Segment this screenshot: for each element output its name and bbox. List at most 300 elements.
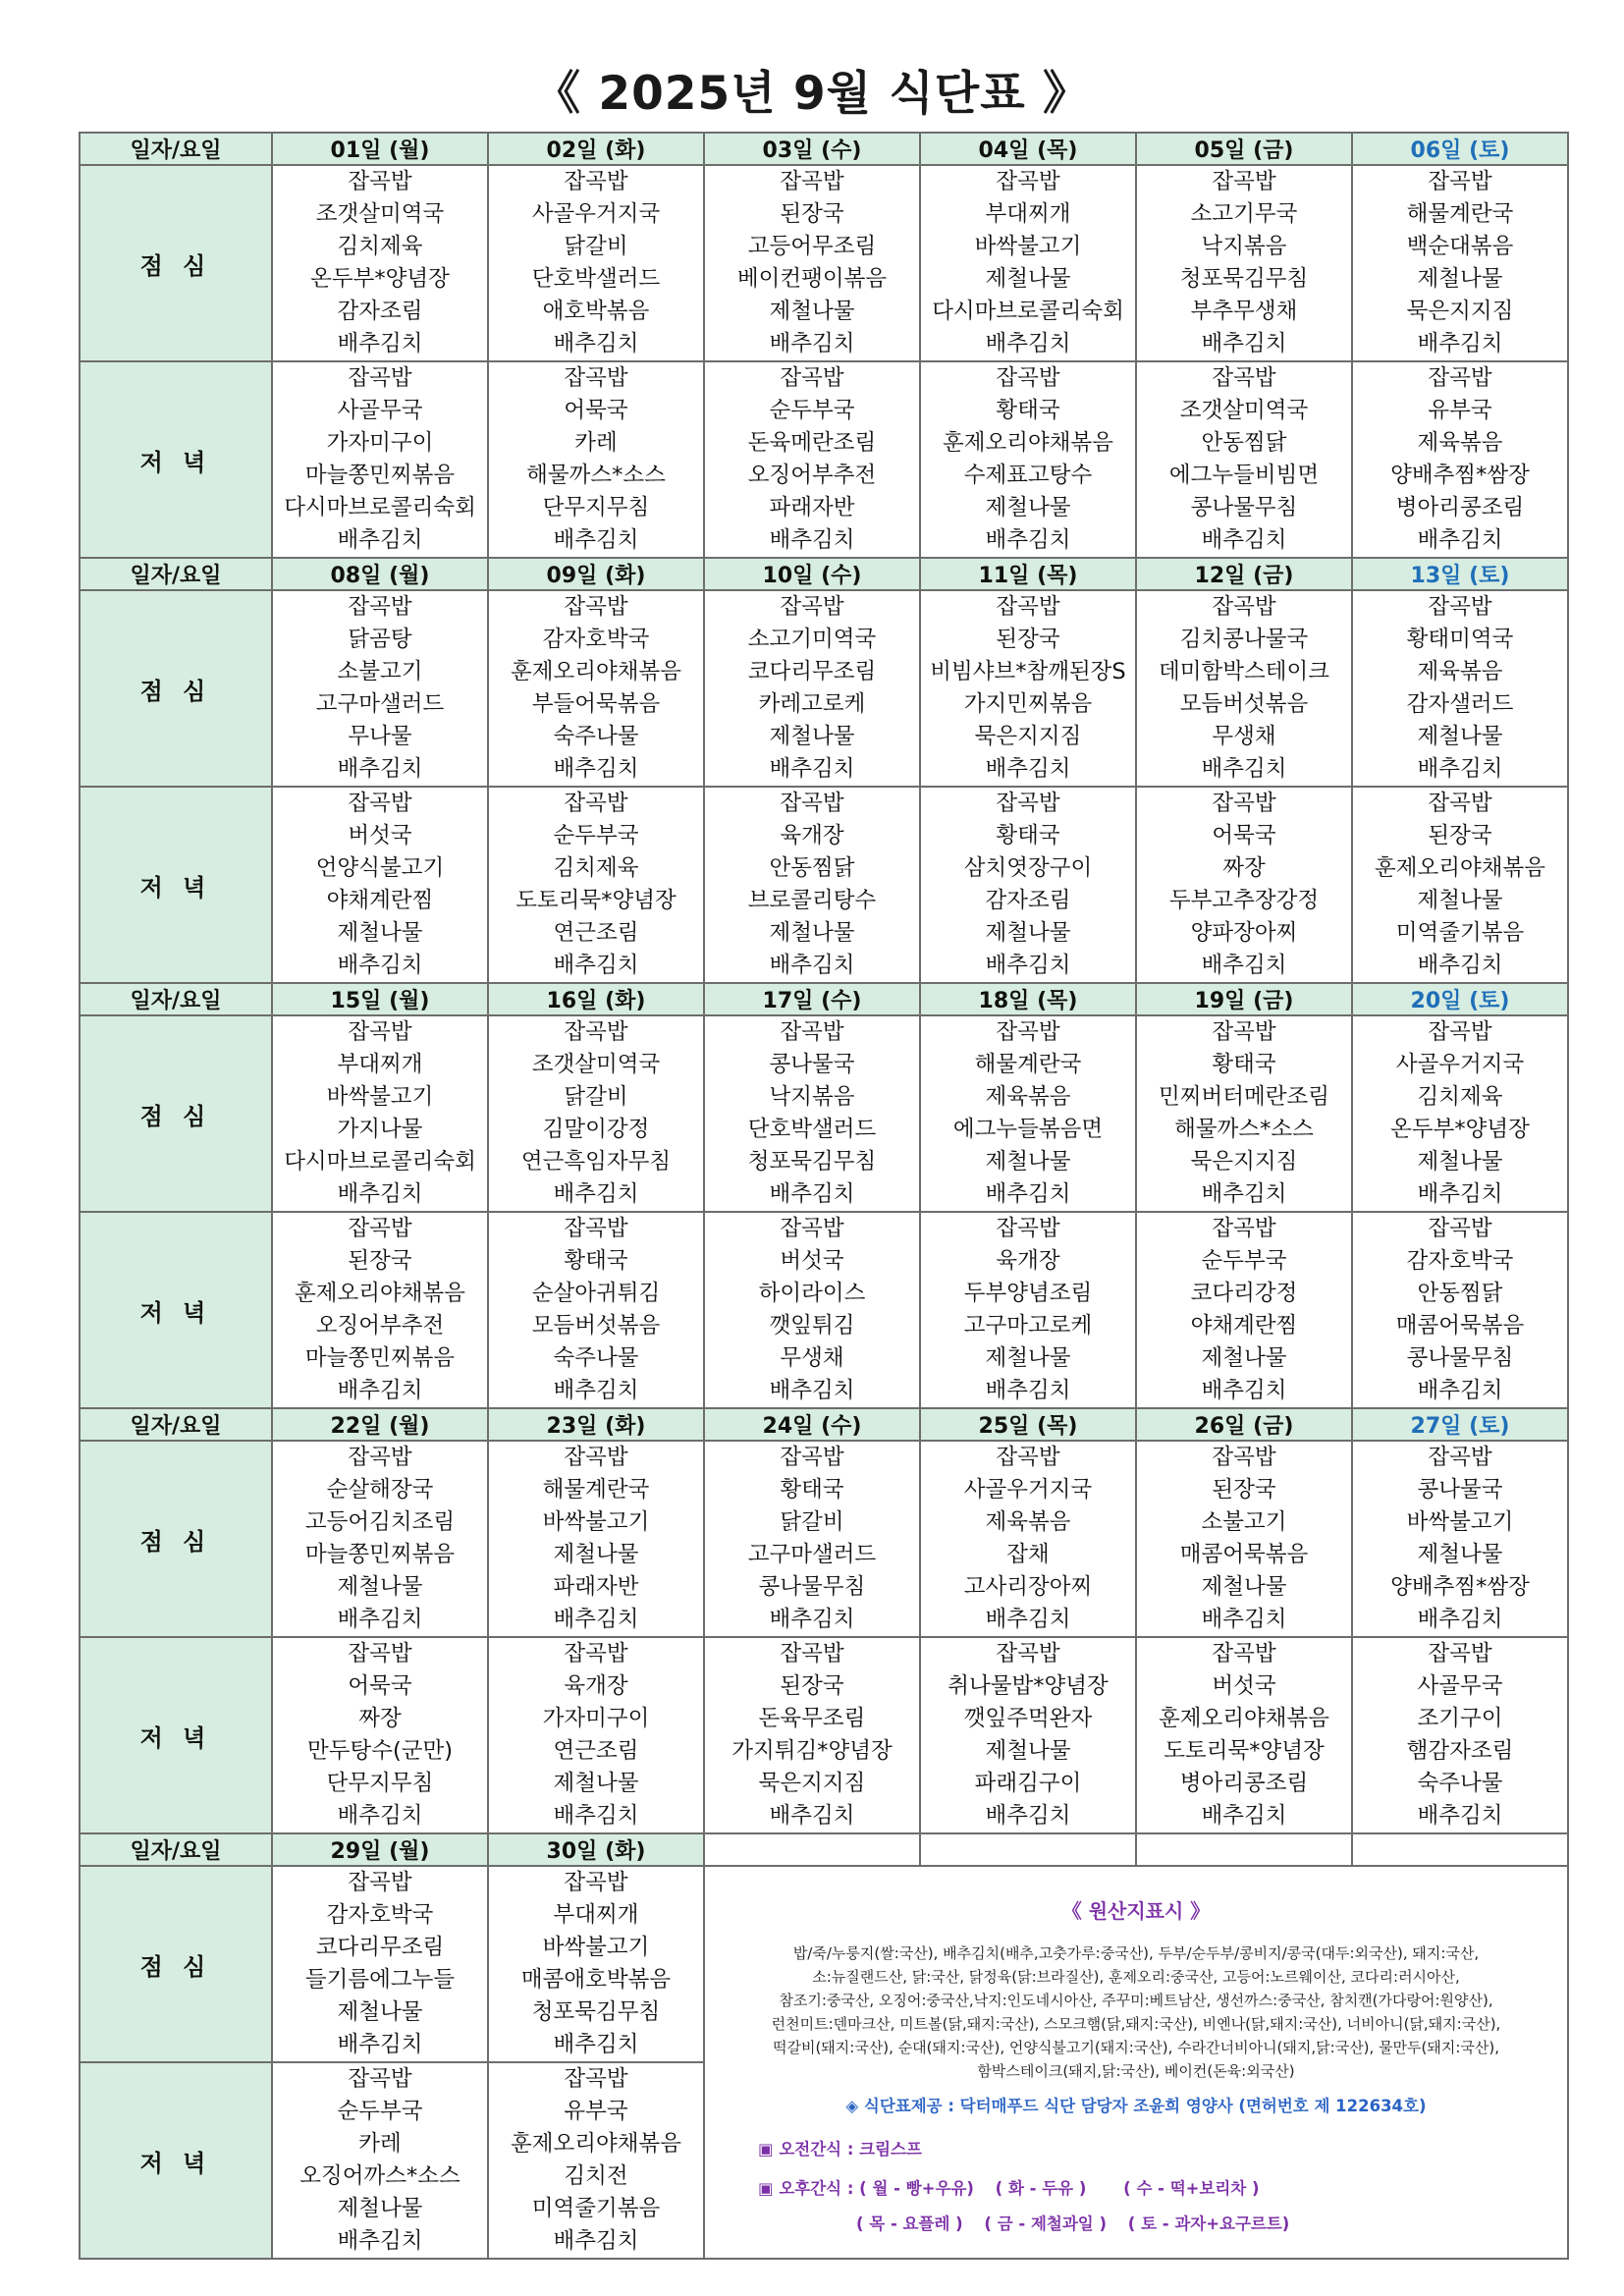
menu-item: 잡곡밥 <box>780 169 844 194</box>
dinner-menu-cell <box>920 361 1136 558</box>
menu-item: 잡곡밥 <box>1428 1445 1492 1470</box>
menu-item: 감자호박국 <box>1406 1248 1514 1274</box>
menu-item: 제철나물 <box>985 266 1071 292</box>
afternoon-snack-fri: ( 금 - 제철과일 ) <box>984 2214 1108 2233</box>
menu-item: 카레 <box>574 430 618 456</box>
menu-item: 마늘쫑민찌볶음 <box>304 1542 456 1567</box>
menu-item: 김치콩나물국 <box>1179 627 1309 652</box>
day-date: 12일 (금) <box>1136 558 1352 590</box>
menu-item: 파래김구이 <box>974 1771 1082 1796</box>
menu-item: 버섯국 <box>780 1248 844 1274</box>
lunch-menu-cell <box>1136 1441 1352 1637</box>
lunch-row <box>80 165 1568 361</box>
lunch-menu-cell <box>272 1441 488 1637</box>
menu-item: 배추김치 <box>769 1803 855 1829</box>
menu-item: 조기구이 <box>1417 1706 1503 1731</box>
day-date: 18일 (목) <box>920 983 1136 1015</box>
menu-item: 배추김치 <box>985 756 1071 782</box>
menu-item: 잡곡밥 <box>1212 169 1276 194</box>
menu-item: 잡곡밥 <box>780 791 844 816</box>
lunch-label: 점 심 <box>80 165 272 361</box>
header-label: 일자/요일 <box>80 133 272 165</box>
menu-item: 배추김치 <box>337 2228 423 2254</box>
lunch-menu-cell <box>272 165 488 361</box>
menu-item: 육개장 <box>996 1248 1060 1274</box>
afternoon-snack-row-2 <box>856 2211 1563 2234</box>
menu-item: 묵은지지짐 <box>1406 299 1514 324</box>
menu-item: 잡곡밥 <box>1212 1019 1276 1045</box>
menu-item: 훈제오리야채볶음 <box>511 2131 681 2157</box>
day-date: 24일 (수) <box>704 1408 920 1441</box>
menu-item: 배추김치 <box>1201 331 1287 356</box>
menu-item: 야채계란찜 <box>326 888 434 913</box>
dinner-menu-cell <box>488 1212 704 1408</box>
menu-item: 매콤어묵볶음 <box>1179 1542 1309 1567</box>
menu-item: 황태미역국 <box>1406 627 1514 652</box>
origin-line: 참조기:중국산, 오징어:중국산,낙지:인도네시아산, 주꾸미:베트남산, 생선까스:중국산, 참치캔(가다랑어:원양산), <box>779 1992 1493 2009</box>
day-date: 05일 (금) <box>1136 133 1352 165</box>
menu-item: 무생채 <box>780 1345 844 1371</box>
menu-item: 잡곡밥 <box>780 1216 844 1241</box>
menu-item: 배추김치 <box>1201 1607 1287 1632</box>
menu-item: 단호박샐러드 <box>531 266 661 292</box>
menu-item: 배추김치 <box>985 1803 1071 1829</box>
day-date: 17일 (수) <box>704 983 920 1015</box>
menu-item: 병아리콩조림 <box>1179 1771 1309 1796</box>
menu-item: 해물계란국 <box>974 1052 1082 1077</box>
lunch-label: 점 심 <box>80 590 272 787</box>
menu-item: 제육볶음 <box>1417 659 1503 684</box>
afternoon-snack-tue: ( 화 - 두유 ) <box>995 2179 1087 2198</box>
dinner-menu-cell <box>1352 1637 1568 1833</box>
menu-item: 민찌버터메란조림 <box>1159 1084 1329 1110</box>
menu-item: 해물까스*소스 <box>1174 1117 1314 1142</box>
menu-item: 배추김치 <box>985 1181 1071 1207</box>
lunch-row <box>80 1015 1568 1212</box>
menu-item: 콩나물무침 <box>758 1574 866 1600</box>
menu-item: 제육볶음 <box>1417 430 1503 456</box>
lunch-label: 점 심 <box>80 1441 272 1637</box>
lunch-menu-cell <box>704 165 920 361</box>
menu-item: 배추김치 <box>337 1181 423 1207</box>
menu-item: 양배추찜*쌈장 <box>1390 1574 1530 1600</box>
menu-item: 김치전 <box>564 2163 628 2189</box>
menu-item: 바싹불고기 <box>1406 1509 1514 1535</box>
menu-item: 육개장 <box>780 823 844 848</box>
menu-item: 유부국 <box>564 2099 628 2124</box>
menu-item: 양배추찜*쌈장 <box>1390 463 1530 488</box>
menu-item: 모듬버섯볶음 <box>531 1313 661 1339</box>
menu-item: 돈육무조림 <box>758 1706 866 1731</box>
menu-item: 코다리무조림 <box>315 1935 445 1960</box>
menu-item: 제철나물 <box>1201 1574 1287 1600</box>
menu-item: 배추김치 <box>337 1378 423 1403</box>
menu-item: 코다리무조림 <box>747 659 877 684</box>
origin-line: 런천미트:덴마크산, 미트볼(닭,돼지:국산), 스모크햄(닭,돼지:국산), 비엔나(닭,돼지:국산), 너비아니(닭,돼지:국산), <box>771 2015 1501 2033</box>
menu-item: 제철나물 <box>1417 266 1503 292</box>
menu-item: 단무지무침 <box>542 495 650 520</box>
menu-item: 청포묵김무침 <box>1179 266 1309 292</box>
menu-item: 도토리묵*양념장 <box>1164 1738 1325 1764</box>
menu-item: 카레고로케 <box>758 691 866 717</box>
menu-item: 해물까스*소스 <box>526 463 666 488</box>
menu-item: 소고기무국 <box>1190 201 1298 227</box>
menu-item: 잡곡밥 <box>996 1445 1060 1470</box>
menu-item: 잡곡밥 <box>348 365 412 391</box>
menu-item: 잡곡밥 <box>1212 1445 1276 1470</box>
menu-item: 매콤어묵볶음 <box>1395 1313 1525 1339</box>
menu-item: 소불고기 <box>1201 1509 1287 1535</box>
menu-item: 잡곡밥 <box>1428 1641 1492 1667</box>
menu-item: 마늘쫑민찌볶음 <box>304 1345 456 1371</box>
menu-item: 에그누들비빔면 <box>1168 463 1320 488</box>
menu-item: 순두부국 <box>1201 1248 1287 1274</box>
menu-item: 제철나물 <box>985 1149 1071 1175</box>
menu-item: 다시마브로콜리숙회 <box>284 495 476 520</box>
menu-item: 오징어부추전 <box>747 463 877 488</box>
menu-item: 잡곡밥 <box>780 1019 844 1045</box>
menu-item: 안동찜닭 <box>1201 430 1287 456</box>
menu-item: 사골우거지국 <box>963 1477 1093 1503</box>
menu-item: 제철나물 <box>1417 1149 1503 1175</box>
menu-item: 배추김치 <box>1201 1378 1287 1403</box>
menu-item: 무나물 <box>348 724 412 749</box>
lunch-menu-cell <box>488 1015 704 1212</box>
empty-date-cell <box>920 1833 1136 1866</box>
menu-item: 낙지볶음 <box>769 1084 855 1110</box>
dinner-menu-cell <box>1136 1212 1352 1408</box>
header-label: 일자/요일 <box>80 558 272 590</box>
menu-item: 파래자반 <box>769 495 855 520</box>
menu-item: 파래자반 <box>553 1574 639 1600</box>
menu-item: 닭갈비 <box>564 1084 628 1110</box>
menu-item: 제철나물 <box>553 1771 639 1796</box>
day-date: 01일 (월) <box>272 133 488 165</box>
menu-item: 유부국 <box>1428 398 1492 423</box>
dinner-menu-cell <box>1136 361 1352 558</box>
menu-item: 고구마샐러드 <box>747 1542 877 1567</box>
lunch-menu-cell <box>920 1441 1136 1637</box>
provider-info: ◈ 식단표제공 : 닥터매푸드 식단 담당자 조윤희 영양사 (면허번호 제 122634호) <box>845 2097 1427 2115</box>
menu-item: 제철나물 <box>985 495 1071 520</box>
header-label: 일자/요일 <box>80 983 272 1015</box>
menu-item: 제철나물 <box>1417 1542 1503 1567</box>
day-date: 25일 (목) <box>920 1408 1136 1441</box>
week-header-row <box>80 133 1568 165</box>
menu-item: 사골무국 <box>1417 1673 1503 1699</box>
lunch-menu-cell <box>1352 1015 1568 1212</box>
menu-item: 배추김치 <box>1201 1803 1287 1829</box>
origin-text <box>709 1941 1563 2083</box>
menu-item: 잡곡밥 <box>1428 1019 1492 1045</box>
menu-item: 미역줄기볶음 <box>1395 920 1525 946</box>
dinner-menu-cell <box>272 2062 488 2259</box>
dinner-menu-cell <box>488 361 704 558</box>
menu-item: 콩나물무침 <box>1190 495 1298 520</box>
menu-item: 가자미구이 <box>326 430 434 456</box>
menu-item: 배추김치 <box>985 331 1071 356</box>
menu-item: 제철나물 <box>337 1999 423 2025</box>
origin-line: 떡갈비(돼지:국산), 순대(돼지:국산), 언양식불고기(돼지:국산), 수라간너비아니(돼지,닭:국산), 물만두(돼지:국산), <box>772 2039 1500 2056</box>
menu-item: 배추김치 <box>553 1607 639 1632</box>
menu-item: 잡곡밥 <box>348 594 412 620</box>
menu-item: 황태국 <box>996 398 1060 423</box>
menu-item: 버섯국 <box>348 823 412 848</box>
lunch-menu-cell <box>488 1441 704 1637</box>
menu-item: 육개장 <box>564 1673 628 1699</box>
day-date: 11일 (목) <box>920 558 1136 590</box>
menu-item: 매콤애호박볶음 <box>520 1967 672 1993</box>
menu-item: 김말이강정 <box>542 1117 650 1142</box>
dinner-menu-cell <box>272 787 488 983</box>
menu-item: 카레 <box>358 2131 402 2157</box>
menu-item: 가지튀김*양념장 <box>731 1738 893 1764</box>
menu-item: 배추김치 <box>1201 953 1287 978</box>
menu-item: 부들어묵볶음 <box>531 691 661 717</box>
menu-item: 버섯국 <box>1212 1673 1276 1699</box>
menu-item: 배추김치 <box>1417 1803 1503 1829</box>
menu-item: 순두부국 <box>769 398 855 423</box>
menu-item: 잡곡밥 <box>780 365 844 391</box>
menu-item: 감자샐러드 <box>1406 691 1514 717</box>
origin-line: 함박스테이크(돼지,닭:국산), 베이컨(돈육:외국산) <box>977 2062 1295 2080</box>
menu-item: 배추김치 <box>769 331 855 356</box>
day-date: 30일 (화) <box>488 1833 704 1866</box>
menu-item: 잡곡밥 <box>564 1641 628 1667</box>
menu-item: 바싹불고기 <box>542 1935 650 1960</box>
menu-item: 감자조림 <box>337 299 423 324</box>
menu-item: 묵은지지짐 <box>1190 1149 1298 1175</box>
menu-item: 오징어까스*소스 <box>299 2163 460 2189</box>
day-date: 27일 (토) <box>1352 1408 1568 1441</box>
menu-item: 제철나물 <box>769 724 855 749</box>
afternoon-snack-wed: ( 수 - 떡+보리차 ) <box>1123 2179 1260 2198</box>
menu-item: 순두부국 <box>337 2099 423 2124</box>
menu-item: 언양식불고기 <box>315 855 445 881</box>
origin-title: 《 원산지표시 》 <box>1061 1899 1211 1923</box>
lunch-menu-cell <box>920 1015 1136 1212</box>
menu-item: 두부양념조림 <box>963 1281 1093 1306</box>
lunch-menu-cell <box>488 590 704 787</box>
menu-item: 잡곡밥 <box>348 169 412 194</box>
menu-item: 가지민찌볶음 <box>963 691 1093 717</box>
menu-item: 청포묵김무침 <box>747 1149 877 1175</box>
empty-date-cell <box>1352 1833 1568 1866</box>
day-date: 06일 (토) <box>1352 133 1568 165</box>
menu-item: 연근조림 <box>553 920 639 946</box>
menu-item: 제철나물 <box>337 1574 423 1600</box>
menu-item: 조갯살미역국 <box>531 1052 661 1077</box>
menu-item: 안동찜닭 <box>769 855 855 881</box>
menu-item: 제철나물 <box>769 920 855 946</box>
menu-item: 무생채 <box>1212 724 1276 749</box>
lunch-menu-cell <box>1136 165 1352 361</box>
menu-item: 바싹불고기 <box>326 1084 434 1110</box>
dinner-label: 저 녁 <box>80 1637 272 1833</box>
menu-item: 배추김치 <box>337 953 423 978</box>
dinner-label: 저 녁 <box>80 787 272 983</box>
lunch-menu-cell <box>488 1866 704 2062</box>
menu-item: 묵은지지짐 <box>758 1771 866 1796</box>
menu-item: 잡곡밥 <box>564 1870 628 1895</box>
dinner-menu-cell <box>272 361 488 558</box>
menu-item: 배추김치 <box>1201 756 1287 782</box>
menu-item: 황태국 <box>1212 1052 1276 1077</box>
menu-item: 훈제오리야채볶음 <box>1375 855 1545 881</box>
menu-item: 잡곡밥 <box>564 594 628 620</box>
lunch-menu-cell <box>704 1441 920 1637</box>
menu-item: 잡곡밥 <box>996 594 1060 620</box>
menu-item: 잡곡밥 <box>1428 791 1492 816</box>
menu-item: 어묵국 <box>1212 823 1276 848</box>
menu-item: 온두부*양념장 <box>1390 1117 1530 1142</box>
menu-item: 청포묵김무침 <box>531 1999 661 2025</box>
lunch-row <box>80 590 1568 787</box>
lunch-menu-cell <box>1352 590 1568 787</box>
menu-item: 잡곡밥 <box>996 1641 1060 1667</box>
menu-item: 취나물밥*양념장 <box>947 1673 1109 1699</box>
menu-item: 잡곡밥 <box>996 169 1060 194</box>
menu-item: 배추김치 <box>337 756 423 782</box>
menu-item: 깻잎튀김 <box>769 1313 855 1339</box>
menu-item: 배추김치 <box>553 331 639 356</box>
menu-item: 감자호박국 <box>542 627 650 652</box>
menu-item: 잡곡밥 <box>780 594 844 620</box>
menu-item: 브로콜리탕수 <box>747 888 877 913</box>
menu-item: 콩나물무침 <box>1406 1345 1514 1371</box>
menu-item: 낙지볶음 <box>1201 234 1287 259</box>
menu-item: 데미함박스테이크 <box>1159 659 1329 684</box>
menu-item: 잡곡밥 <box>564 169 628 194</box>
menu-item: 닭갈비 <box>780 1509 844 1535</box>
day-date: 23일 (화) <box>488 1408 704 1441</box>
day-date: 02일 (화) <box>488 133 704 165</box>
menu-item: 배추김치 <box>337 1607 423 1632</box>
menu-item: 배추김치 <box>769 527 855 553</box>
origin-line: 소:뉴질랜드산, 닭:국산, 닭정육(닭:브라질산), 훈제오리:중국산, 고등어:노르웨이산, 코다리:러시아산, <box>812 1968 1460 1986</box>
menu-item: 배추김치 <box>553 527 639 553</box>
menu-item: 잡곡밥 <box>348 1019 412 1045</box>
dinner-row <box>80 1212 1568 1408</box>
menu-item: 부추무생채 <box>1190 299 1298 324</box>
menu-item: 조갯살미역국 <box>315 201 445 227</box>
dinner-menu-cell <box>704 787 920 983</box>
menu-item: 고등어무조림 <box>747 234 877 259</box>
menu-item: 잡곡밥 <box>348 791 412 816</box>
day-date: 26일 (금) <box>1136 1408 1352 1441</box>
dinner-menu-cell <box>272 1637 488 1833</box>
day-date: 16일 (화) <box>488 983 704 1015</box>
menu-item: 제철나물 <box>337 2196 423 2221</box>
dinner-row <box>80 1637 1568 1833</box>
lunch-label: 점 심 <box>80 1015 272 1212</box>
dinner-menu-cell <box>920 1212 1136 1408</box>
menu-item: 사골우거지국 <box>531 201 661 227</box>
day-date: 08일 (월) <box>272 558 488 590</box>
day-date: 03일 (수) <box>704 133 920 165</box>
menu-item: 순살아귀튀김 <box>531 1281 661 1306</box>
menu-item: 양파장아찌 <box>1190 920 1298 946</box>
menu-item: 고등어김치조림 <box>304 1509 456 1535</box>
menu-item: 배추김치 <box>985 953 1071 978</box>
menu-item: 제철나물 <box>985 1345 1071 1371</box>
menu-item: 잡곡밥 <box>564 791 628 816</box>
menu-item: 햄감자조림 <box>1406 1738 1514 1764</box>
menu-item: 오징어부추전 <box>315 1313 445 1339</box>
menu-item: 된장국 <box>780 1673 844 1699</box>
menu-item: 사골무국 <box>337 398 423 423</box>
menu-item: 배추김치 <box>769 756 855 782</box>
lunch-row <box>80 1441 1568 1637</box>
day-date: 09일 (화) <box>488 558 704 590</box>
dinner-menu-cell <box>920 787 1136 983</box>
menu-item: 배추김치 <box>553 1181 639 1207</box>
dinner-menu-cell <box>1136 787 1352 983</box>
menu-item: 베이컨팽이볶음 <box>736 266 888 292</box>
menu-item: 배추김치 <box>769 953 855 978</box>
day-date: 04일 (목) <box>920 133 1136 165</box>
menu-item: 소불고기 <box>337 659 423 684</box>
lunch-menu-cell <box>704 1015 920 1212</box>
menu-item: 단무지무침 <box>326 1771 434 1796</box>
menu-item: 잡곡밥 <box>564 1019 628 1045</box>
menu-item: 가자미구이 <box>542 1706 650 1731</box>
menu-item: 된장국 <box>780 201 844 227</box>
day-date: 19일 (금) <box>1136 983 1352 1015</box>
menu-item: 마늘쫑민찌볶음 <box>304 463 456 488</box>
lunch-menu-cell <box>1352 165 1568 361</box>
lunch-menu-cell <box>1136 590 1352 787</box>
dinner-row <box>80 787 1568 983</box>
menu-item: 짜장 <box>1222 855 1266 881</box>
dinner-menu-cell <box>704 361 920 558</box>
menu-item: 부대찌개 <box>553 1902 639 1928</box>
menu-item: 가지나물 <box>337 1117 423 1142</box>
menu-item: 닭곰탕 <box>348 627 412 652</box>
menu-item: 훈제오리야채볶음 <box>511 659 681 684</box>
menu-item: 고사리장아찌 <box>963 1574 1093 1600</box>
menu-item: 들기름에그누들 <box>304 1967 456 1993</box>
menu-item: 어묵국 <box>348 1673 412 1699</box>
menu-item: 고구마샐러드 <box>315 691 445 717</box>
menu-item: 잡채 <box>1006 1542 1050 1567</box>
menu-item: 김치제육 <box>553 855 639 881</box>
menu-item: 배추김치 <box>553 953 639 978</box>
day-date: 10일 (수) <box>704 558 920 590</box>
menu-item: 해물계란국 <box>542 1477 650 1503</box>
menu-item: 배추김치 <box>1417 953 1503 978</box>
menu-item: 비빔샤브*참깨된장S <box>930 659 1126 684</box>
dinner-menu-cell <box>1136 1637 1352 1833</box>
menu-item: 깻잎주먹완자 <box>963 1706 1093 1731</box>
menu-item: 잡곡밥 <box>1212 791 1276 816</box>
menu-item: 바싹불고기 <box>974 234 1082 259</box>
menu-item: 잡곡밥 <box>564 2066 628 2092</box>
menu-item: 배추김치 <box>337 331 423 356</box>
dinner-menu-cell <box>272 1212 488 1408</box>
day-date: 13일 (토) <box>1352 558 1568 590</box>
dinner-label: 저 녁 <box>80 361 272 558</box>
menu-item: 잡곡밥 <box>1428 169 1492 194</box>
lunch-label: 점 심 <box>80 1866 272 2062</box>
menu-item: 배추김치 <box>337 527 423 553</box>
menu-item: 잡곡밥 <box>348 1870 412 1895</box>
day-date: 29일 (월) <box>272 1833 488 1866</box>
header-label: 일자/요일 <box>80 1833 272 1866</box>
dinner-menu-cell <box>1352 361 1568 558</box>
lunch-menu-cell <box>272 1015 488 1212</box>
menu-item: 배추김치 <box>337 1803 423 1829</box>
